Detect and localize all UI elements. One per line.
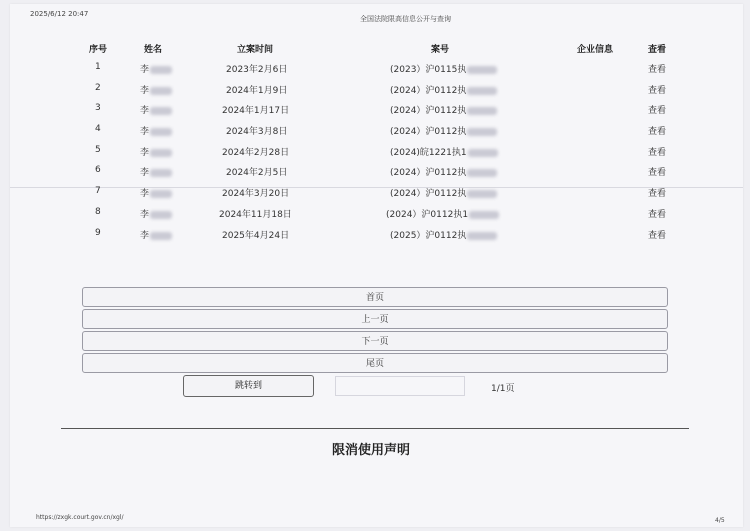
row-index: 4 xyxy=(95,124,101,134)
print-timestamp: 2025/6/12 20:47 xyxy=(30,10,89,18)
redaction xyxy=(150,190,172,198)
table-row xyxy=(0,186,750,204)
jump-to-button[interactable]: 跳转到 xyxy=(183,375,314,397)
view-link[interactable]: 查看 xyxy=(648,210,667,220)
table-row xyxy=(0,165,750,183)
redaction xyxy=(150,211,172,219)
column-header-company-info: 企业信息 xyxy=(577,45,614,55)
table-row xyxy=(0,228,750,246)
footer-url: https://zxgk.court.gov.cn/xgl/ xyxy=(36,514,124,521)
column-header-case-number: 案号 xyxy=(431,45,450,55)
first-page-button[interactable]: 首页 xyxy=(82,287,668,307)
row-case-number: (2024）沪0112执 xyxy=(390,165,497,178)
table-row xyxy=(0,83,750,101)
disclaimer-heading: 限消使用声明 xyxy=(332,443,411,458)
row-case-number: (2024)皖1221执1 xyxy=(390,145,498,158)
redaction xyxy=(150,107,172,115)
row-filing-date: 2024年1月9日 xyxy=(226,86,288,96)
view-link[interactable]: 查看 xyxy=(648,86,667,96)
row-name: 李 xyxy=(140,145,172,158)
table-row xyxy=(0,207,750,225)
row-index: 7 xyxy=(95,186,101,196)
row-filing-date: 2025年4月24日 xyxy=(222,231,290,241)
next-page-button[interactable]: 下一页 xyxy=(82,331,668,351)
row-filing-date: 2023年2月6日 xyxy=(226,65,288,75)
row-index: 8 xyxy=(95,207,101,217)
row-name: 李 xyxy=(140,186,172,199)
row-filing-date: 2024年1月17日 xyxy=(222,106,290,116)
page-number-input[interactable] xyxy=(335,376,465,396)
column-header-name: 姓名 xyxy=(144,45,163,55)
row-index: 6 xyxy=(95,165,101,175)
view-link[interactable]: 查看 xyxy=(648,148,667,158)
table-row xyxy=(0,124,750,142)
row-filing-date: 2024年2月5日 xyxy=(226,168,288,178)
row-index: 5 xyxy=(95,145,101,155)
redaction xyxy=(468,149,498,157)
row-case-number: (2023）沪0115执 xyxy=(390,62,497,75)
row-filing-date: 2024年3月8日 xyxy=(226,127,288,137)
redaction xyxy=(467,66,497,74)
row-name: 李 xyxy=(140,103,172,116)
column-header-view: 查看 xyxy=(648,45,667,55)
column-header-date: 立案时间 xyxy=(237,45,274,55)
row-name: 李 xyxy=(140,207,172,220)
row-index: 1 xyxy=(95,62,101,72)
redaction xyxy=(467,232,497,240)
row-index: 3 xyxy=(95,103,101,113)
row-case-number: (2024）沪0112执 xyxy=(390,186,497,199)
view-link[interactable]: 查看 xyxy=(648,127,667,137)
view-link[interactable]: 查看 xyxy=(648,168,667,178)
row-name: 李 xyxy=(140,62,172,75)
table-row xyxy=(0,103,750,121)
table-row xyxy=(0,145,750,163)
row-case-number: (2024）沪0112执 xyxy=(390,124,497,137)
redaction xyxy=(467,107,497,115)
redaction xyxy=(150,169,172,177)
page-count: 1/1页 xyxy=(491,384,515,394)
page-title: 全国法院限高信息公开与查询 xyxy=(360,15,451,23)
row-name: 李 xyxy=(140,83,172,96)
redaction xyxy=(150,66,172,74)
column-header-index: 序号 xyxy=(89,45,108,55)
row-case-number: (2024）沪0112执 xyxy=(390,103,497,116)
view-link[interactable]: 查看 xyxy=(648,189,667,199)
redaction xyxy=(150,87,172,95)
view-link[interactable]: 查看 xyxy=(648,65,667,75)
row-filing-date: 2024年3月20日 xyxy=(222,189,290,199)
view-link[interactable]: 查看 xyxy=(648,231,667,241)
redaction xyxy=(469,211,499,219)
section-divider xyxy=(61,428,689,429)
redaction xyxy=(467,169,497,177)
redaction xyxy=(467,87,497,95)
redaction xyxy=(467,128,497,136)
row-case-number: (2025）沪0112执 xyxy=(390,228,497,241)
redaction xyxy=(150,149,172,157)
row-case-number: (2024）沪0112执 xyxy=(390,83,497,96)
row-filing-date: 2024年11月18日 xyxy=(219,210,292,220)
row-filing-date: 2024年2月28日 xyxy=(222,148,290,158)
redaction xyxy=(150,232,172,240)
redaction xyxy=(150,128,172,136)
row-name: 李 xyxy=(140,124,172,137)
row-name: 李 xyxy=(140,165,172,178)
table-row xyxy=(0,62,750,80)
row-name: 李 xyxy=(140,228,172,241)
row-case-number: (2024）沪0112执1 xyxy=(386,207,499,220)
footer-page-number: 4/5 xyxy=(715,517,725,524)
redaction xyxy=(467,190,497,198)
row-index: 9 xyxy=(95,228,101,238)
view-link[interactable]: 查看 xyxy=(648,106,667,116)
row-index: 2 xyxy=(95,83,101,93)
prev-page-button[interactable]: 上一页 xyxy=(82,309,668,329)
last-page-button[interactable]: 尾页 xyxy=(82,353,668,373)
